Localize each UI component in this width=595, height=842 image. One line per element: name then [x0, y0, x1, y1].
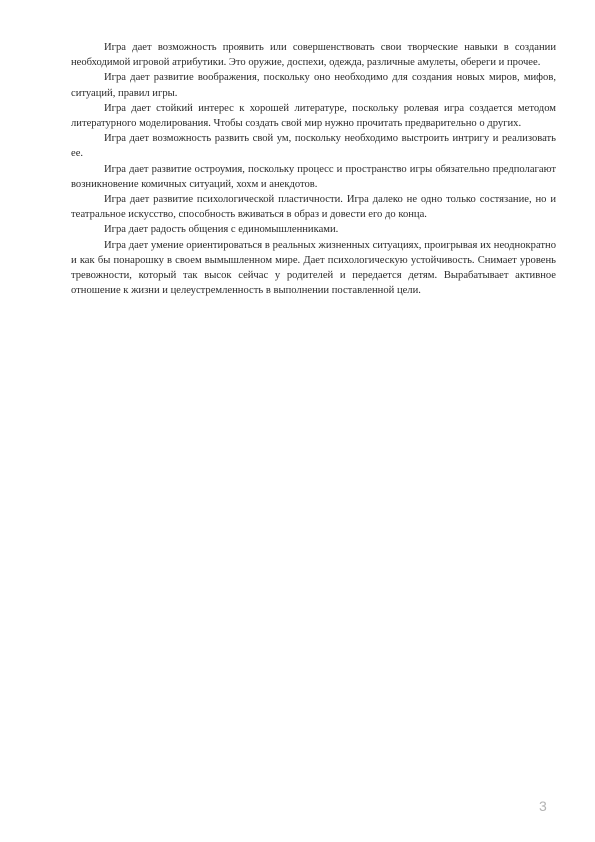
paragraph: Игра дает умение ориентироваться в реальных жизненных ситуациях, проигрывая их неоднократно и как бы понарошку в своем вымышленном мире. Дает психологическую устойчивость. Снимает уровень тревожности, который так высок сейчас у родителей и передается детям. Вырабатывает активное отношение к жизни и целеустремленность в выполнении поставленной цели.	[71, 239, 556, 297]
paragraph: Игра дает радость общения с единомышленниками.	[104, 224, 339, 236]
paragraph: Игра дает стойкий интерес к хорошей литературе, поскольку ролевая игра создается методом литературного моделирования. Чтобы создать свой мир нужно прочитать предварительно о других.	[71, 102, 556, 130]
paragraph: Игра дает развитие остроумия, поскольку процесс и пространство игры обязательно предполагают возникновение комичных ситуаций, хохм и анекдотов.	[71, 163, 556, 190]
page-number: 3	[539, 798, 547, 814]
document-body	[71, 40, 556, 298]
paragraph: Игра дает развитие воображения, поскольку оно необходимо для создания новых миров, мифов, ситуаций, правил игры.	[71, 72, 556, 99]
paragraph: Игра дает возможность развить свой ум, поскольку необходимо выстроить интригу и реализовать ее.	[71, 133, 556, 160]
paragraph: Игра дает развитие психологической пластичности. Игра далеко не одно только состязание, но и театральное искусство, способность вживаться в образ и довести его до конца.	[71, 194, 556, 221]
paragraph: Игра дает возможность проявить или совершенствовать свои творческие навыки в создании необходимой игровой атрибутики. Это оружие, доспехи, одежда, различные амулеты, обереги и прочее.	[71, 42, 556, 69]
